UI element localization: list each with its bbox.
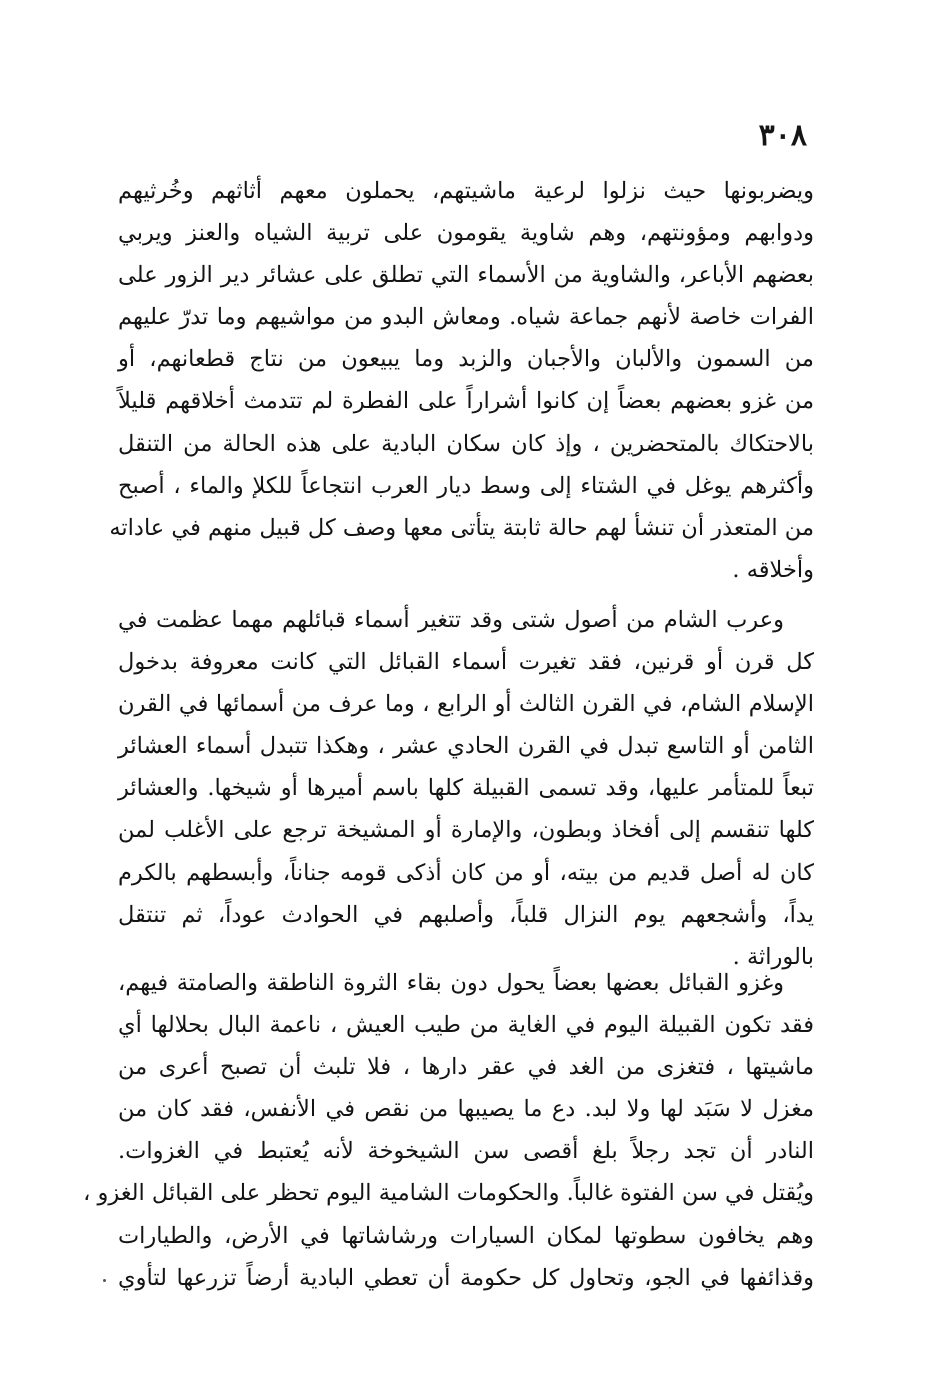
paragraph-2	[118, 599, 814, 978]
text-line: النادر أن تجد رجلاً بلغ أقصى سن الشيخوخة لأنه يُعتبط في الغزوات.	[118, 1138, 814, 1165]
text-line: كل قرن أو قرنين، فقد تغيرت أسماء القبائل التي كانت معروفة بدخول	[118, 649, 814, 676]
text-line: وهم يخافون سطوتها لمكان السيارات ورشاشاتها في الأرض، والطيارات	[118, 1222, 814, 1249]
text-line: مغزل لا سَبَد لها ولا لبد. دع ما يصيبها من نقص في الأنفس، فقد كان من	[118, 1096, 815, 1123]
text-line: بالاحتكاك بالمتحضرين ، وإذ كان سكان البادية على هذه الحالة من التنقل	[118, 430, 814, 457]
text-line: وغزو القبائل بعضها بعضاً يحول دون بقاء الثروة الناطقة والصامتة فيهم،	[118, 970, 784, 996]
text-line: من غزو بعضهم بعضاً إن كانوا أشراراً على الفطرة لم تتدمث أخلاقهم قليلاً	[118, 388, 814, 415]
text-line: ويُقتل في سن الفتوة غالباً. والحكومات الشامية اليوم تحظر على القبائل الغزو ،	[83, 1180, 814, 1207]
text-line: من المتعذر أن تنشأ لهم حالة ثابتة يتأتى معها وصف كل قبيل منهم في عاداته	[109, 514, 814, 541]
text-line: ماشيتها ، فتغزى من الغد في عقر دارها ، فلا تلبث أن تصبح أعرى من	[118, 1054, 814, 1081]
text-line: وقذائفها في الجو، وتحاول كل حكومة أن تعطي البادية أرضاً تزرعها لتأوي	[118, 1264, 814, 1291]
text-line: وأخلاقه .	[732, 556, 814, 583]
text-line: من السمون والألبان والأجبان والزبد وما يبيعون من نتاج قطعانهم، أو	[118, 346, 814, 373]
paragraph-3	[83, 962, 815, 1299]
text-line: بالوراثة .	[732, 943, 814, 970]
text-line: كان له أصل قديم من بيته، أو من كان أذكى قومه جناناً، وأبسطهم بالكرم	[118, 859, 814, 886]
text-line: ويضربونها حيث نزلوا لرعية ماشيتهم، يحملون معهم أثاثهم وخُرثيهم	[118, 178, 814, 204]
text-line: فقد تكون القبيلة اليوم في الغاية من طيب العيش ، ناعمة البال بحلالها أي	[118, 1012, 814, 1039]
text-line: كلها تنقسم إلى أفخاذ وبطون، والإمارة أو المشيخة ترجع على الأغلب لمن	[118, 817, 814, 844]
text-line: وأكثرهم يوغل في الشتاء إلى وسط ديار العرب انتجاعاً للكلإ والماء ، أصبح	[118, 472, 814, 499]
page-number: ٣٠٨	[758, 118, 807, 153]
text-line: وعرب الشام من أصول شتى وقد تتغير أسماء قبائلهم مهما عظمت في	[118, 607, 784, 633]
text-line: الفرات خاصة لأنهم جماعة شياه. ومعاش البدو من مواشيهم وما تدرّ عليهم	[118, 304, 814, 331]
text-line: يداً، وأشجعهم يوم النزال قلباً، وأصلبهم في الحوادث عوداً، ثم تنتقل	[118, 901, 814, 928]
text-line: تبعاً للمتأمر عليها، وقد تسمى القبيلة كلها باسم أميرها أو شيخها. والعشائر	[118, 775, 814, 802]
scan-speck	[103, 1279, 106, 1282]
paragraph-1	[109, 170, 814, 591]
text-line: ودوابهم ومؤونتهم، وهم شاوية يقومون على تربية الشياه والعنز ويربي	[118, 220, 814, 247]
text-line: الثامن أو التاسع تبدل في القرن الحادي عشر ، وهكذا تتبدل أسماء العشائر	[118, 733, 814, 760]
text-line: الإسلام الشام، في القرن الثالث أو الرابع ، وما عرف من أسمائها في القرن	[118, 691, 814, 718]
text-line: بعضهم الأباعر، والشاوية من الأسماء التي تطلق على عشائر دير الزور على	[118, 262, 814, 289]
